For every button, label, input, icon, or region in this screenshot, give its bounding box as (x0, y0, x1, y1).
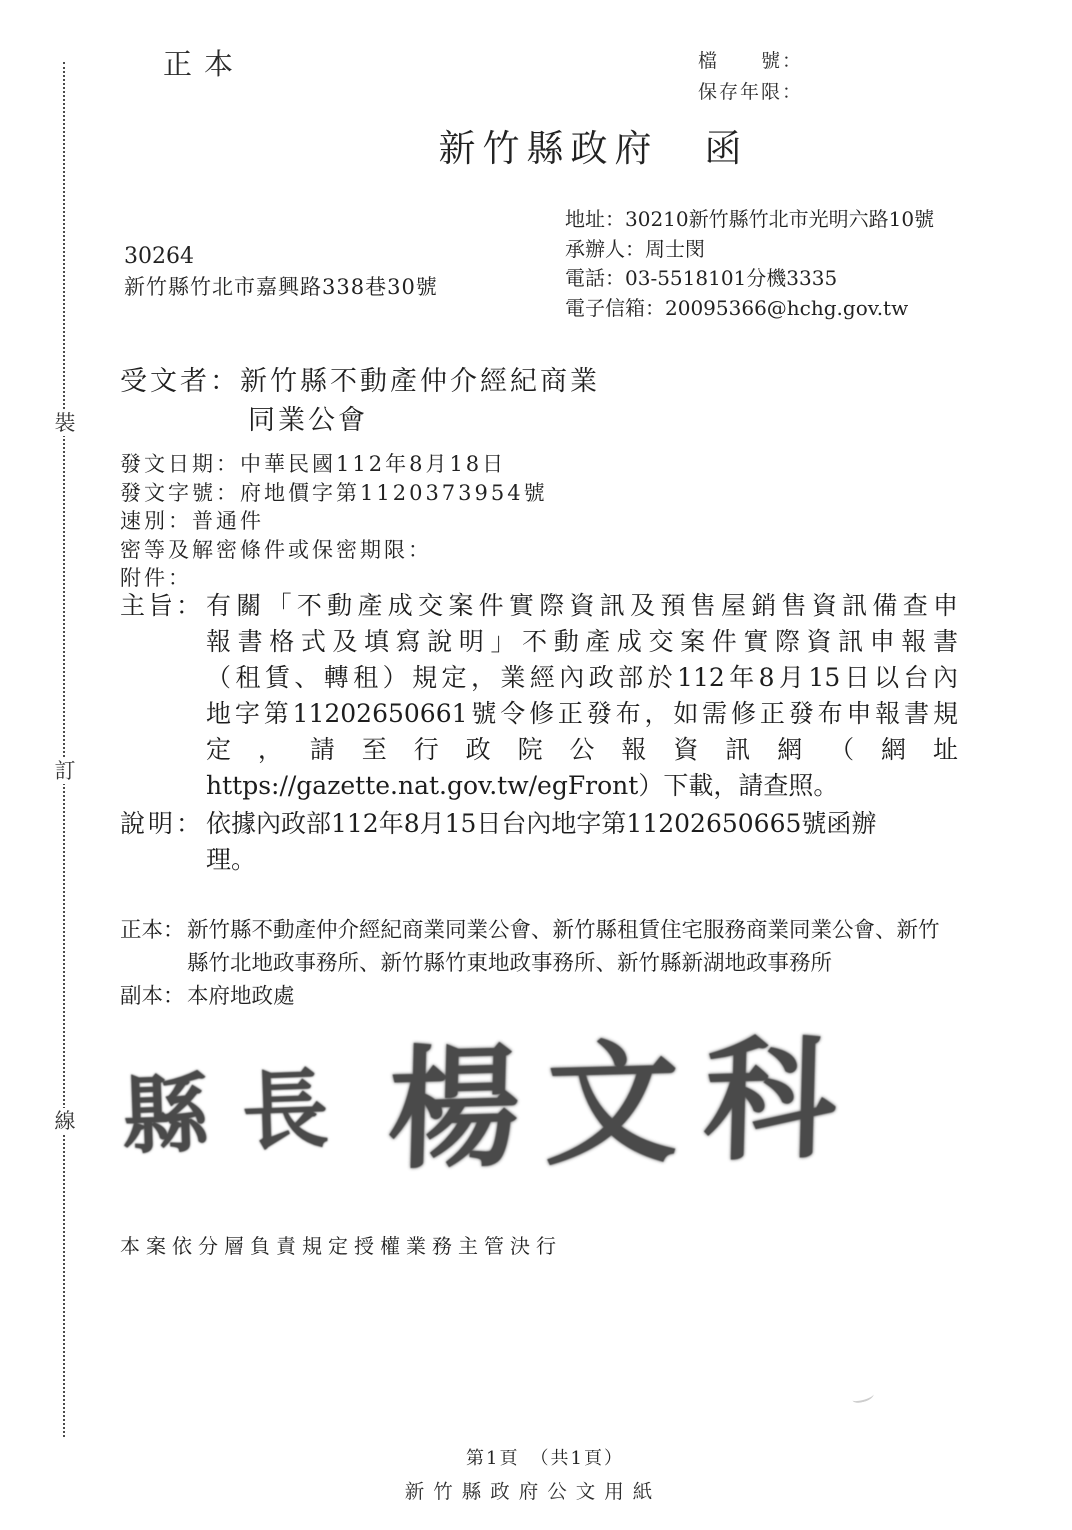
signature-title: 縣長 (120, 1057, 364, 1168)
subject-body (206, 588, 958, 804)
original-recipients (120, 914, 1025, 980)
binding-mark-zhuang: 裝 (50, 410, 80, 436)
recipient-street-address: 新竹縣竹北市嘉興路338巷30號 (124, 275, 438, 299)
document-meta-block (120, 450, 548, 593)
file-number-label: 檔 號： (698, 50, 804, 72)
subject-line: https://gazette.nat.gov.tw/egFront）下載，請查照。 (206, 771, 839, 800)
description-line: 依據內政部112年8月15日台內地字第11202650665號函辦 (206, 809, 877, 838)
copy-recipients (120, 980, 1025, 1013)
issue-date: 發文日期：中華民國112年8月18日 (120, 452, 507, 476)
copy-type-label: 正本 (163, 47, 246, 81)
original-label: 正本： (120, 918, 185, 943)
original-recipients-line: 新竹縣不動產仲介經紀商業同業公會、新竹縣租賃住宅服務商業同業公會、新竹 (187, 918, 940, 943)
agency-email: 電子信箱：20095366@hchg.gov.tw (565, 295, 909, 320)
speed-class: 速別：普通件 (120, 509, 264, 534)
magistrate-signature (120, 1020, 864, 1189)
recipient-mailing-address (124, 242, 438, 302)
subject-line: （租賃、轉租）規定，業經內政部於112年8月15日以台內 (206, 663, 958, 692)
subject-section (120, 588, 958, 804)
agency-address: 地址：30210新竹縣竹北市光明六路10號 (565, 207, 935, 231)
scan-smudge-mark (851, 1390, 875, 1404)
agency-contact-info (565, 205, 934, 323)
description-section (120, 806, 958, 878)
retention-period-label: 保存年限： (698, 81, 804, 103)
security-class: 密等及解密條件或保密期限： (120, 537, 432, 562)
copy-recipients-text: 本府地政處 (187, 984, 295, 1009)
document-type: 函 (704, 127, 742, 170)
addressee-block (120, 362, 600, 440)
addressee-name-part2: 同業公會 (248, 405, 368, 436)
document-title (0, 118, 1072, 172)
subject-label: 主旨： (120, 591, 205, 620)
issuing-agency-name: 新竹縣政府 (438, 127, 659, 170)
addressee-label: 受文者： (120, 366, 240, 397)
agency-phone: 電話：03-5518101分機3335 (565, 266, 838, 290)
authorization-note: 本案依分層負責規定授權業務主管決行 (120, 1234, 562, 1258)
footer-page-number: 第1頁 （共1頁） (466, 1448, 624, 1469)
footer-paper-name: 新竹縣政府公文用紙 (404, 1480, 662, 1503)
distribution-section (120, 914, 1025, 1013)
addressee-name-part1: 新竹縣不動產仲介經紀商業 (240, 366, 600, 397)
binding-mark-xian: 線 (50, 1108, 80, 1134)
description-body (206, 806, 958, 878)
attachment-field: 附件： (120, 566, 192, 591)
issue-number: 發文字號：府地價字第1120373954號 (120, 480, 548, 505)
subject-line: 報書格式及填寫說明」不動產成交案件實際資訊申報書 (206, 627, 958, 656)
signature-name: 楊文科 (386, 1020, 864, 1189)
description-label: 說明： (120, 809, 205, 838)
file-number-block (698, 46, 803, 108)
recipient-zip-code: 30264 (124, 244, 194, 269)
original-recipients-line: 縣竹北地政事務所、新竹縣竹東地政事務所、新竹縣新湖地政事務所 (187, 951, 833, 976)
copy-label: 副本： (120, 984, 185, 1009)
subject-line: 地字第11202650661號令修正發布，如需修正發布申報書規 (206, 699, 958, 728)
subject-line: 定，請至行政院公報資訊網（網址 (206, 735, 958, 764)
subject-line: 有關「不動產成交案件實際資訊及預售屋銷售資訊備查申 (206, 591, 958, 620)
addressee-line1 (120, 362, 600, 401)
description-line: 理。 (206, 845, 257, 874)
binding-mark-ding: 訂 (50, 758, 80, 784)
binding-dotted-line (63, 62, 65, 1437)
agency-contact-person: 承辦人：周士閔 (565, 236, 705, 261)
